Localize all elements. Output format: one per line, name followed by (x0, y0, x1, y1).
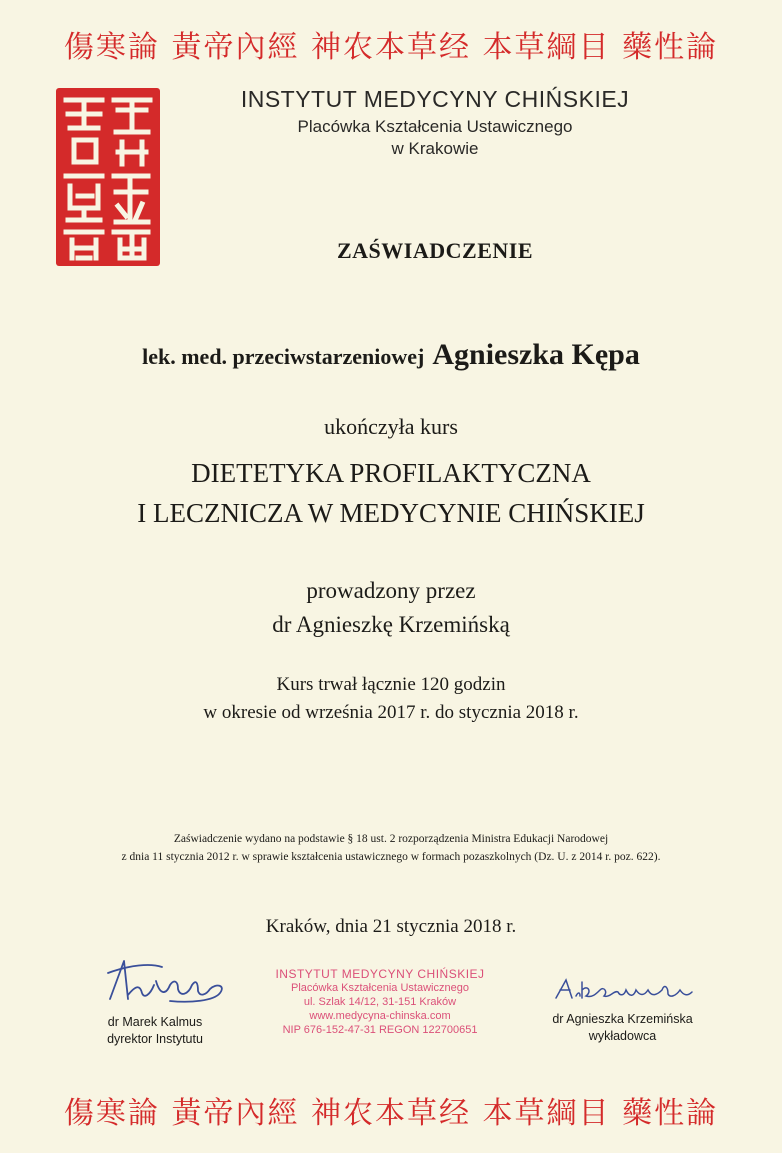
institute-city: w Krakowie (391, 139, 479, 158)
stamp-line-1: INSTYTUT MEDYCYNY CHIŃSKIEJ (275, 967, 485, 981)
lecturer-signature-block (530, 972, 715, 1045)
director-signature-block (70, 955, 240, 1048)
course-name-line-2: I LECZNICZA W MEDYCYNIE CHIŃSKIEJ (137, 498, 645, 528)
led-by-text: prowadzony przez (306, 578, 476, 603)
course-name-line-1: DIETETYKA PROFILAKTYCZNA (191, 458, 591, 488)
institute-name: INSTYTUT MEDYCYNY CHIŃSKIEJ (240, 86, 630, 112)
place-and-date: Kraków, dnia 21 stycznia 2018 r. (265, 916, 517, 937)
institute-subtitle: Placówka Kształcenia Ustawicznego (297, 117, 573, 136)
stamp-line-4: www.medycyna-chinska.com (309, 1010, 451, 1022)
director-role: dyrektor Instytutu (107, 1032, 203, 1046)
recipient-name: Agnieszka Kępa (432, 338, 640, 371)
lecturer-name: dr Agnieszkę Krzemińską (272, 612, 510, 637)
legal-basis-line-1: Zaświadczenie wydano na podstawie § 18 ust. 2 rozporządzenia Ministra Edukacji Narodowej (173, 833, 609, 845)
course-duration-hours: Kurs trwał łącznie 120 godzin (276, 674, 506, 695)
institute-stamp (262, 967, 498, 1037)
recipient-title: lek. med. przeciwstarzeniowej (142, 344, 425, 369)
stamp-line-3: ul. Szlak 14/12, 31-151 Kraków (303, 996, 457, 1008)
stamp-line-2: Placówka Kształcenia Ustawicznego (291, 982, 469, 994)
red-chinese-seal-icon (56, 88, 160, 266)
top-chinese-classics-banner: 傷寒論 黃帝內經 神农本草经 本草綱目 藥性論 (63, 30, 719, 65)
bottom-chinese-classics-banner: 傷寒論 黃帝內經 神农本草经 本草綱目 藥性論 (63, 1096, 719, 1131)
lecturer-signature-icon (530, 972, 715, 1006)
course-duration-period: w okresie od września 2017 r. do stycznia 2018 r. (203, 702, 579, 723)
director-name: dr Marek Kalmus (107, 1015, 203, 1029)
certificate-title: ZAŚWIADCZENIE (337, 238, 533, 263)
legal-basis-line-2: z dnia 11 stycznia 2012 r. w sprawie kształcenia ustawicznego w formach pozaszkolnych (Dz. U. z 2014 r. poz. 622). (121, 851, 661, 863)
lecturer-signature-role: wykładowca (588, 1029, 657, 1043)
director-signature-icon (70, 955, 240, 1007)
stamp-line-5: NIP 676-152-47-31 REGON 122700651 (282, 1024, 478, 1036)
lecturer-signature-name: dr Agnieszka Krzemińska (552, 1012, 693, 1026)
institute-header (170, 86, 700, 159)
recipient-line (0, 338, 782, 372)
completed-text: ukończyła kurs (324, 414, 458, 439)
